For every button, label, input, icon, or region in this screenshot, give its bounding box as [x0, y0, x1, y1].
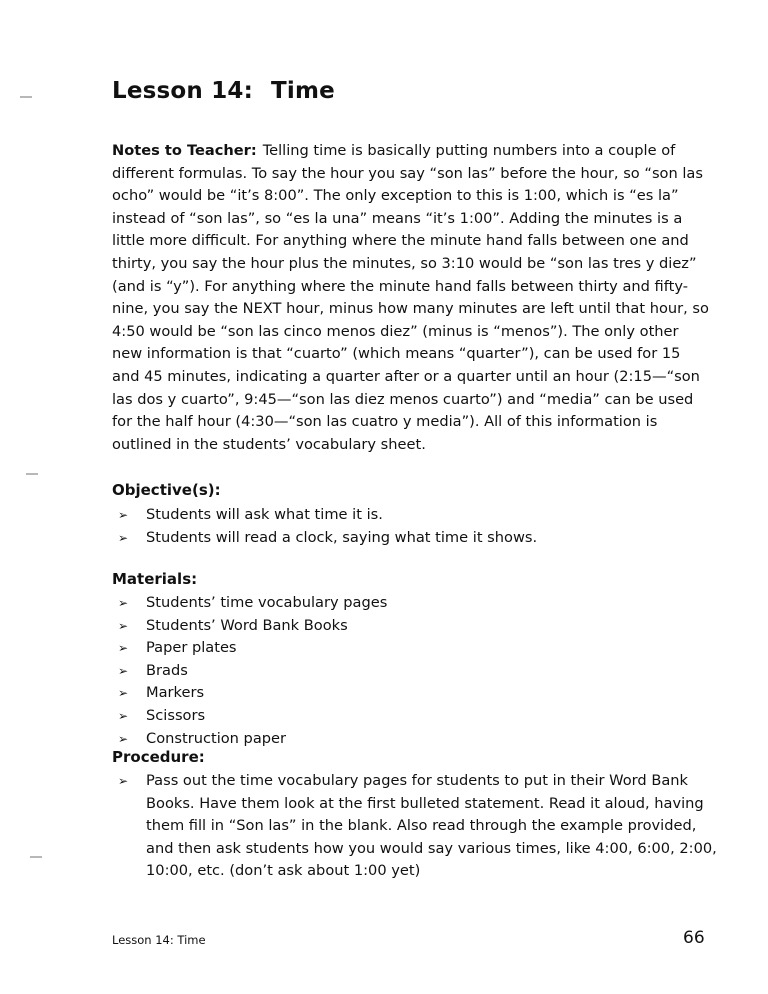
- arrow-bullet-icon: ➢: [118, 708, 129, 723]
- list-item: ➢ Students will ask what time it is.: [118, 504, 537, 527]
- notes-to-teacher: [112, 140, 712, 456]
- materials-heading: Materials:: [112, 570, 198, 588]
- arrow-bullet-icon: ➢: [118, 686, 129, 701]
- lesson-topic: Time: [271, 78, 335, 104]
- list-item: ➢ Paper plates: [118, 637, 387, 660]
- list-item: ➢ Scissors: [118, 705, 387, 728]
- lesson-number: Lesson 14:: [112, 78, 254, 104]
- page-number: 66: [683, 928, 705, 948]
- arrow-bullet-icon: ➢: [118, 774, 129, 788]
- notes-lead: Notes to Teacher:: [112, 142, 257, 159]
- arrow-bullet-icon: ➢: [118, 596, 129, 610]
- materials-list: [118, 592, 387, 750]
- objectives-list: [118, 504, 537, 549]
- footer-lesson-label: Lesson 14: Time: [112, 933, 206, 947]
- arrow-bullet-icon: ➢: [118, 731, 129, 746]
- procedure-heading: Procedure:: [112, 748, 205, 766]
- lesson-title: [112, 78, 335, 104]
- list-item: ➢ Markers: [118, 682, 387, 705]
- arrow-bullet-icon: ➢: [118, 618, 129, 633]
- list-item: ➢ Students will read a clock, saying what time it shows.: [118, 527, 537, 550]
- scan-mark: [30, 856, 42, 858]
- list-item: ➢ Students’ Word Bank Books: [118, 615, 387, 638]
- list-item: ➢ Students’ time vocabulary pages: [118, 592, 387, 615]
- scan-mark: [20, 96, 32, 98]
- arrow-bullet-icon: ➢: [118, 641, 129, 656]
- arrow-bullet-icon: ➢: [118, 530, 129, 545]
- scan-mark: [26, 473, 38, 475]
- notes-text: Telling time is basically putting numbers into a couple of different formulas. To say the hour you say “son las” before the hour, so “son las ocho” would be “it’s 8:00”. The only exception to this is 1:00, which is “es la” instead of “son las”, so “es la una” means “it’s 1:00”. Adding the minutes is a little more difficult. For anything where the minute hand falls between one and thirty, you say the hour plus the minutes, so 3:10 would be “son las tres y diez” (and is “y”). For anything where the minute hand falls between thirty and fifty-nine, you say the NEXT hour, minus how many minutes are left until that hour, so 4:50 would be “son las cinco menos diez” (minus is “menos”). The only other new information is that “cuarto” (which means “quarter”), can be used for 15 and 45 minutes, indicating a quarter after or a quarter until an hour (2:15—“son las dos y cuarto”, 9:45—“son las diez menos cuarto”) and “media” can be used for the half hour (4:30—“son las cuatro y media”). All of this information is outlined in the students’ vocabulary sheet.: [112, 142, 709, 453]
- procedure-list: [118, 770, 718, 883]
- arrow-bullet-icon: ➢: [118, 508, 129, 522]
- arrow-bullet-icon: ➢: [118, 663, 129, 678]
- list-item: ➢ Construction paper: [118, 728, 387, 751]
- objectives-heading: Objective(s):: [112, 481, 221, 499]
- list-item: ➢ Brads: [118, 660, 387, 683]
- list-item: ➢ Pass out the time vocabulary pages for students to put in their Word Bank Books. Have them look at the first bulleted statement. Read it aloud, having them fill in “Son las” in the blank. Also read through the example provided, and then ask students how you would say various times, like 4:00, 6:00, 2:00, 10:00, etc. (don’t ask about 1:00 yet): [118, 772, 717, 880]
